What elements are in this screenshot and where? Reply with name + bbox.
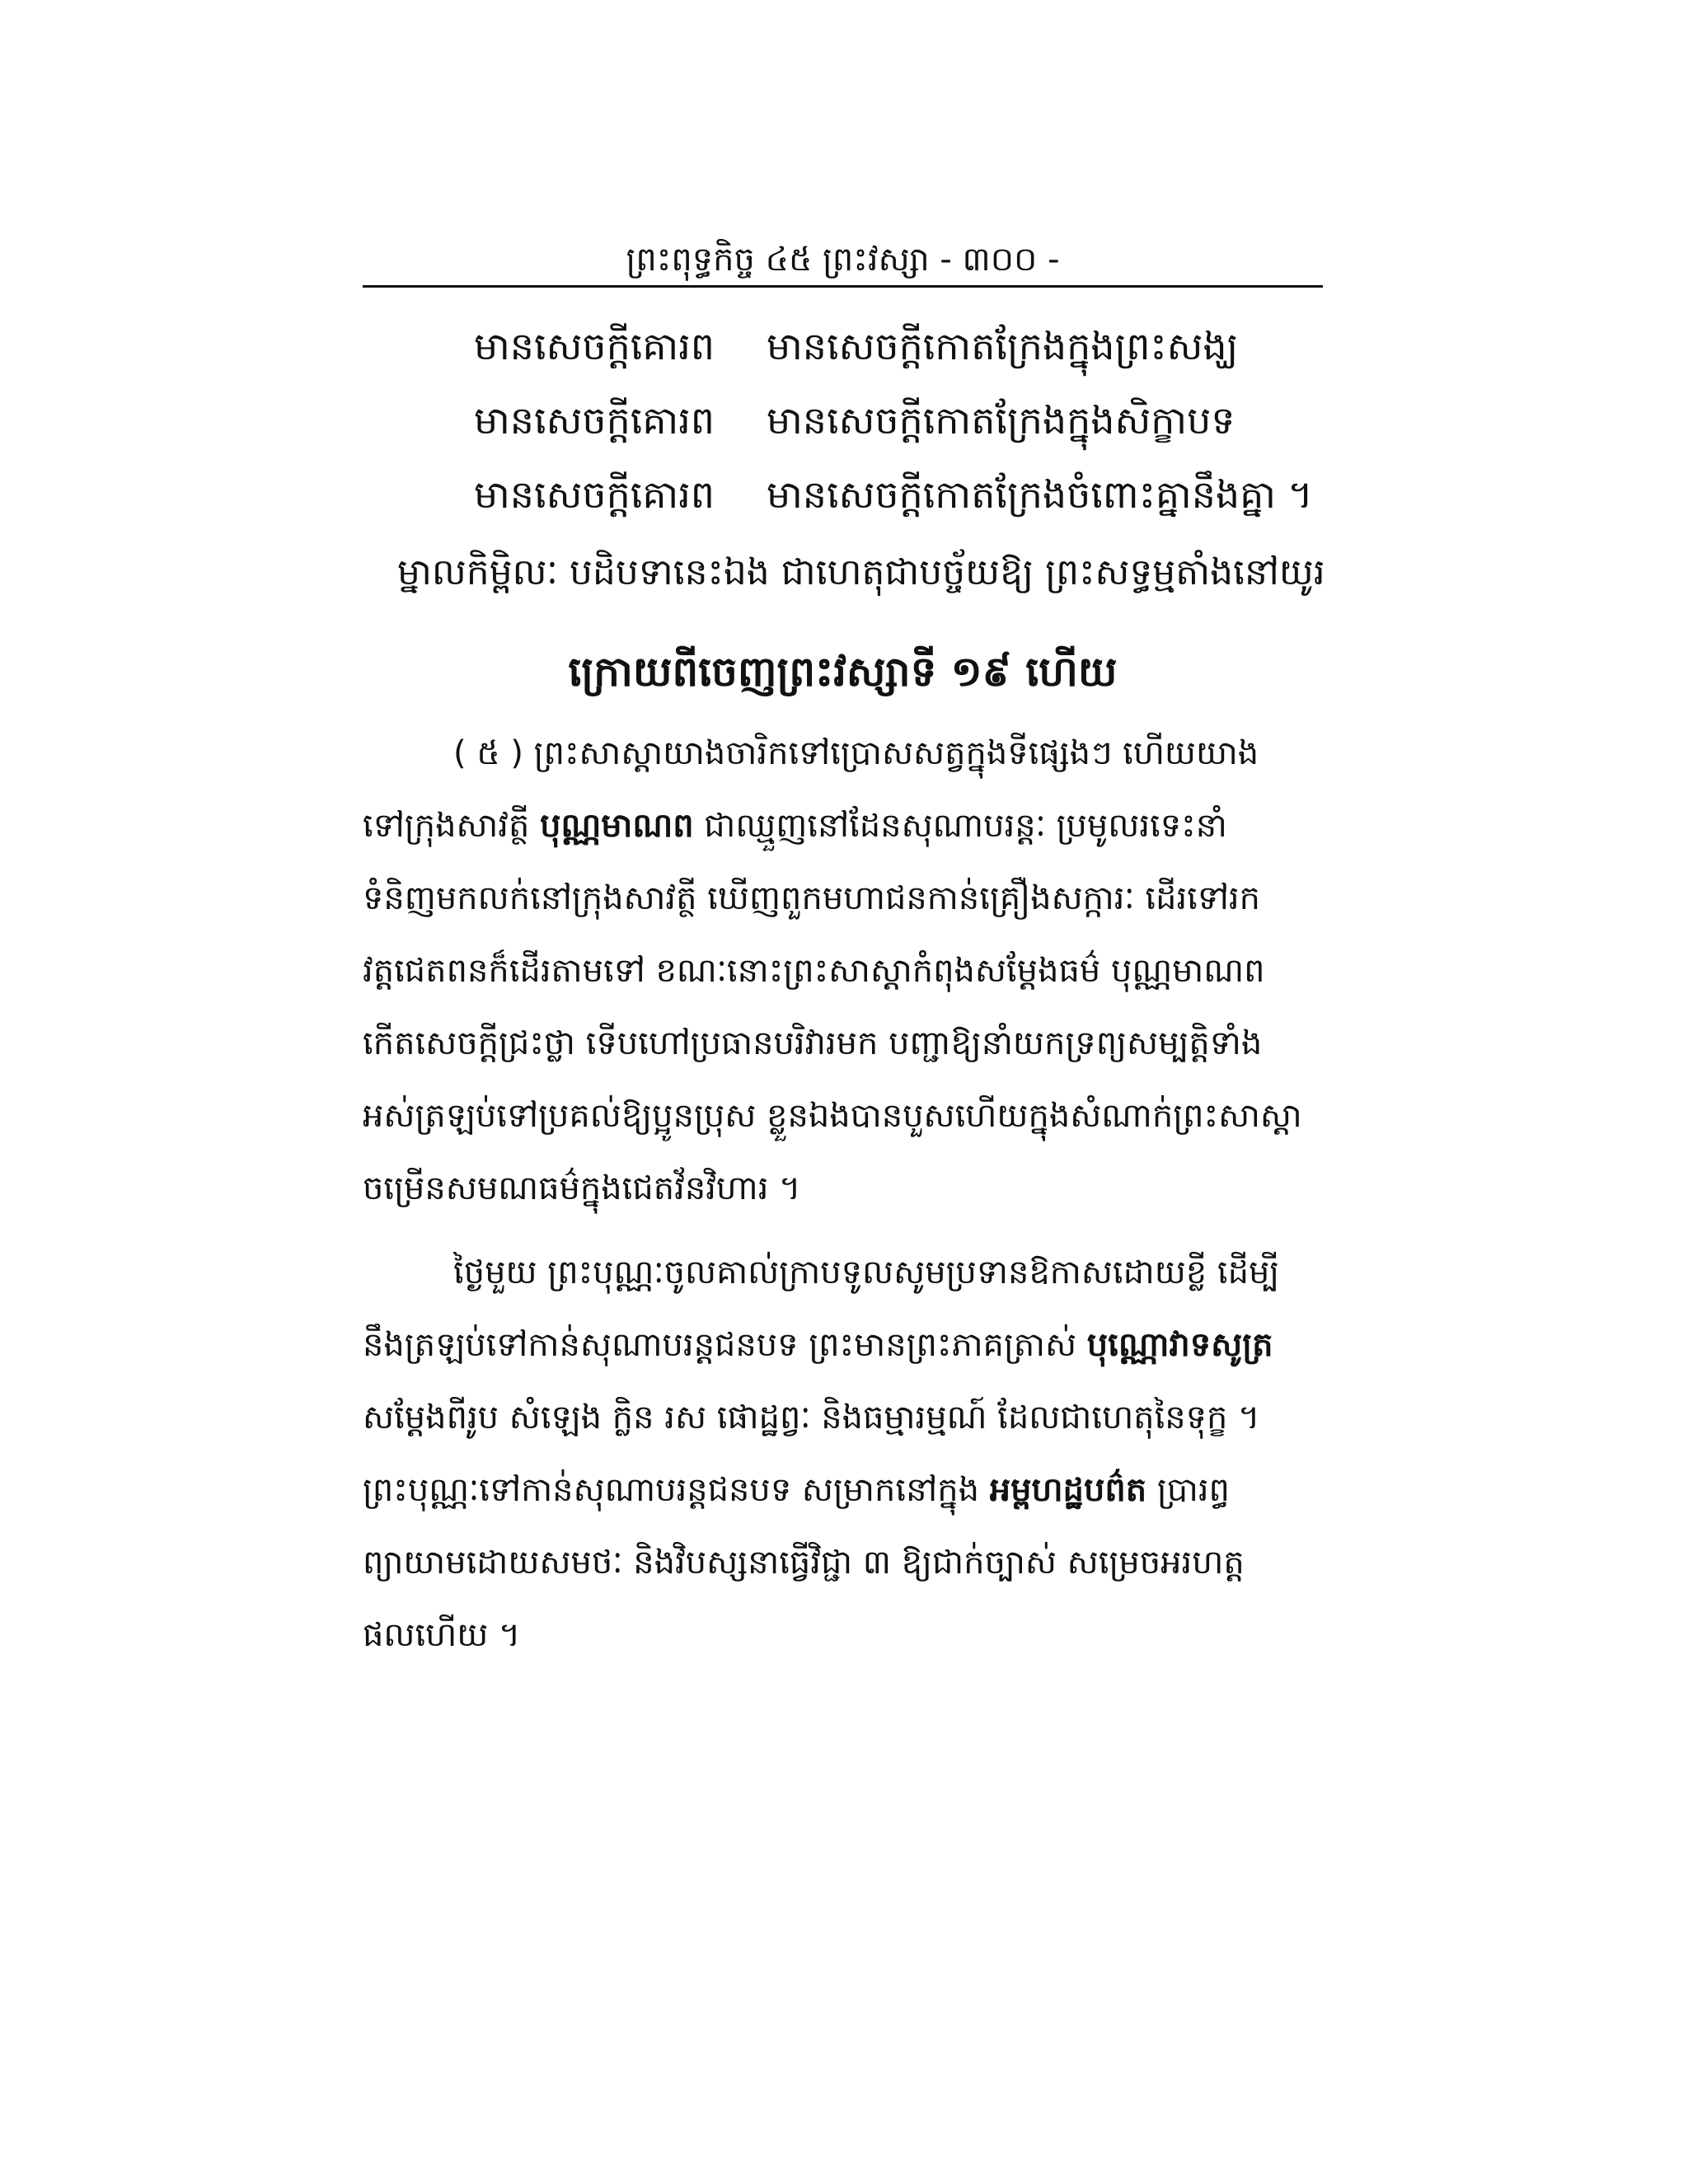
paragraph-line: កើតសេចក្តីជ្រះថ្លា ទើបហៅប្រធានបរិវារមក បញ្ជាឱ្យនាំយកទ្រព្យសម្បត្តិទាំង: [363, 1024, 1263, 1062]
paragraph-line: ( ៥ ) ព្រះសាស្តាយាងចារិកទៅប្រោសសត្វក្នុងទីផ្សេងៗ ហើយយាង: [453, 734, 1259, 772]
verse-left: មានសេចក្តីគោរព: [474, 472, 715, 517]
section-heading: ក្រោយពីចេញព្រះវស្សាទី ១៩ ហើយ: [568, 648, 1118, 696]
paragraph-line: [363, 1309, 1323, 1381]
paragraph-line: ព្យាយាមដោយសមថៈ និងវិបស្សនាធ្វើវិជ្ជា ៣ ឱ្យជាក់ច្បាស់ សម្រេចអរហត្ត: [363, 1544, 1245, 1582]
bold-place-name: អម្ពហដ្ឋបព៌ត: [989, 1471, 1147, 1509]
verse-right: មានសេចក្តីកោតក្រែងក្នុងព្រះសង្ឃ: [767, 324, 1239, 368]
paragraph-line: ចម្រើនសមណធម៌ក្នុងជេតវ័នវិហារ ។: [363, 1169, 801, 1207]
text-run: ទៅក្រុងសាវត្ថី: [363, 807, 541, 845]
closing-line: ម្នាលកិម្ពិលៈ បដិបទានេះឯង ជាហេតុជាបច្ច័យឱ្យ ព្រះសទ្ធម្មតាំងនៅយូរ: [397, 551, 1325, 593]
paragraph-line: [363, 1454, 1323, 1526]
text-run: ព្រះបុណ្ណៈទៅកាន់សុណាបរន្តជនបទ សម្រាកនៅក្នុង: [363, 1471, 990, 1509]
verse-right: មានសេចក្តីកោតក្រែងក្នុងសិក្ខាបទ: [767, 398, 1236, 443]
paragraph-line: វត្តជេតពនក៏ដើរតាមទៅ ខណៈនោះព្រះសាស្តាកំពុងសម្តែងធម៌ បុណ្ណមាណព: [363, 952, 1265, 990]
text-run: ប្រារព្ធ: [1146, 1471, 1230, 1509]
paragraph-line: សម្តែងពីរូប សំឡេង ក្លិន រស ផោដ្ឋព្វៈ និងធម្មារម្មណ៍ ដែលជាហេតុនៃទុក្ខ ។: [363, 1399, 1260, 1436]
verse-line: [474, 387, 1331, 453]
paragraph-line: ថ្ងៃមួយ ព្រះបុណ្ណៈចូលគាល់ក្រាបទូលសូមប្រទានឱកាសដោយខ្លី ដើម្បី: [453, 1254, 1280, 1291]
text-run: នឹងត្រឡប់ទៅកាន់សុណាបរន្តជនបទ ព្រះមានព្រះភាគត្រាស់: [363, 1326, 1087, 1364]
verse-left: មានសេចក្តីគោរព: [474, 324, 715, 368]
paragraph-1: [363, 717, 1323, 1225]
verse-right: មានសេចក្តីកោតក្រែងចំពោះគ្នានឹងគ្នា ។: [767, 472, 1313, 517]
verse-line: [474, 462, 1331, 527]
verse-line: [474, 313, 1331, 379]
running-header: ព្រះពុទ្ធកិច្ច ៤៥ ព្រះវស្សា - ៣០០ -: [626, 241, 1060, 279]
verse-left: មានសេចក្តីគោរព: [474, 398, 715, 443]
paragraph-line: [363, 790, 1323, 862]
bold-name: បុណ្ណមាណព: [540, 807, 694, 845]
paragraph-line: ទំនិញមកលក់នៅក្រុងសាវត្ថី ឃើញពួកមហាជនកាន់គ្រឿងសក្ការៈ ដើរទៅរក: [363, 879, 1261, 917]
paragraph-line: ផលហើយ ។: [363, 1616, 521, 1654]
bold-sutta-name: បុណ្ណោវាទសូត្រ: [1086, 1326, 1273, 1364]
paragraph-line: អស់ត្រឡប់ទៅប្រគល់ឱ្យប្អូនប្រុស ខ្លួនឯងបានបួសហើយក្នុងសំណាក់ព្រះសាស្តា: [363, 1097, 1302, 1135]
header-divider: [363, 285, 1323, 288]
text-run: ជាឈ្មួញនៅដែនសុណាបរន្តៈ ប្រមូលរទេះនាំ: [693, 807, 1227, 845]
paragraph-2: [363, 1236, 1323, 1671]
